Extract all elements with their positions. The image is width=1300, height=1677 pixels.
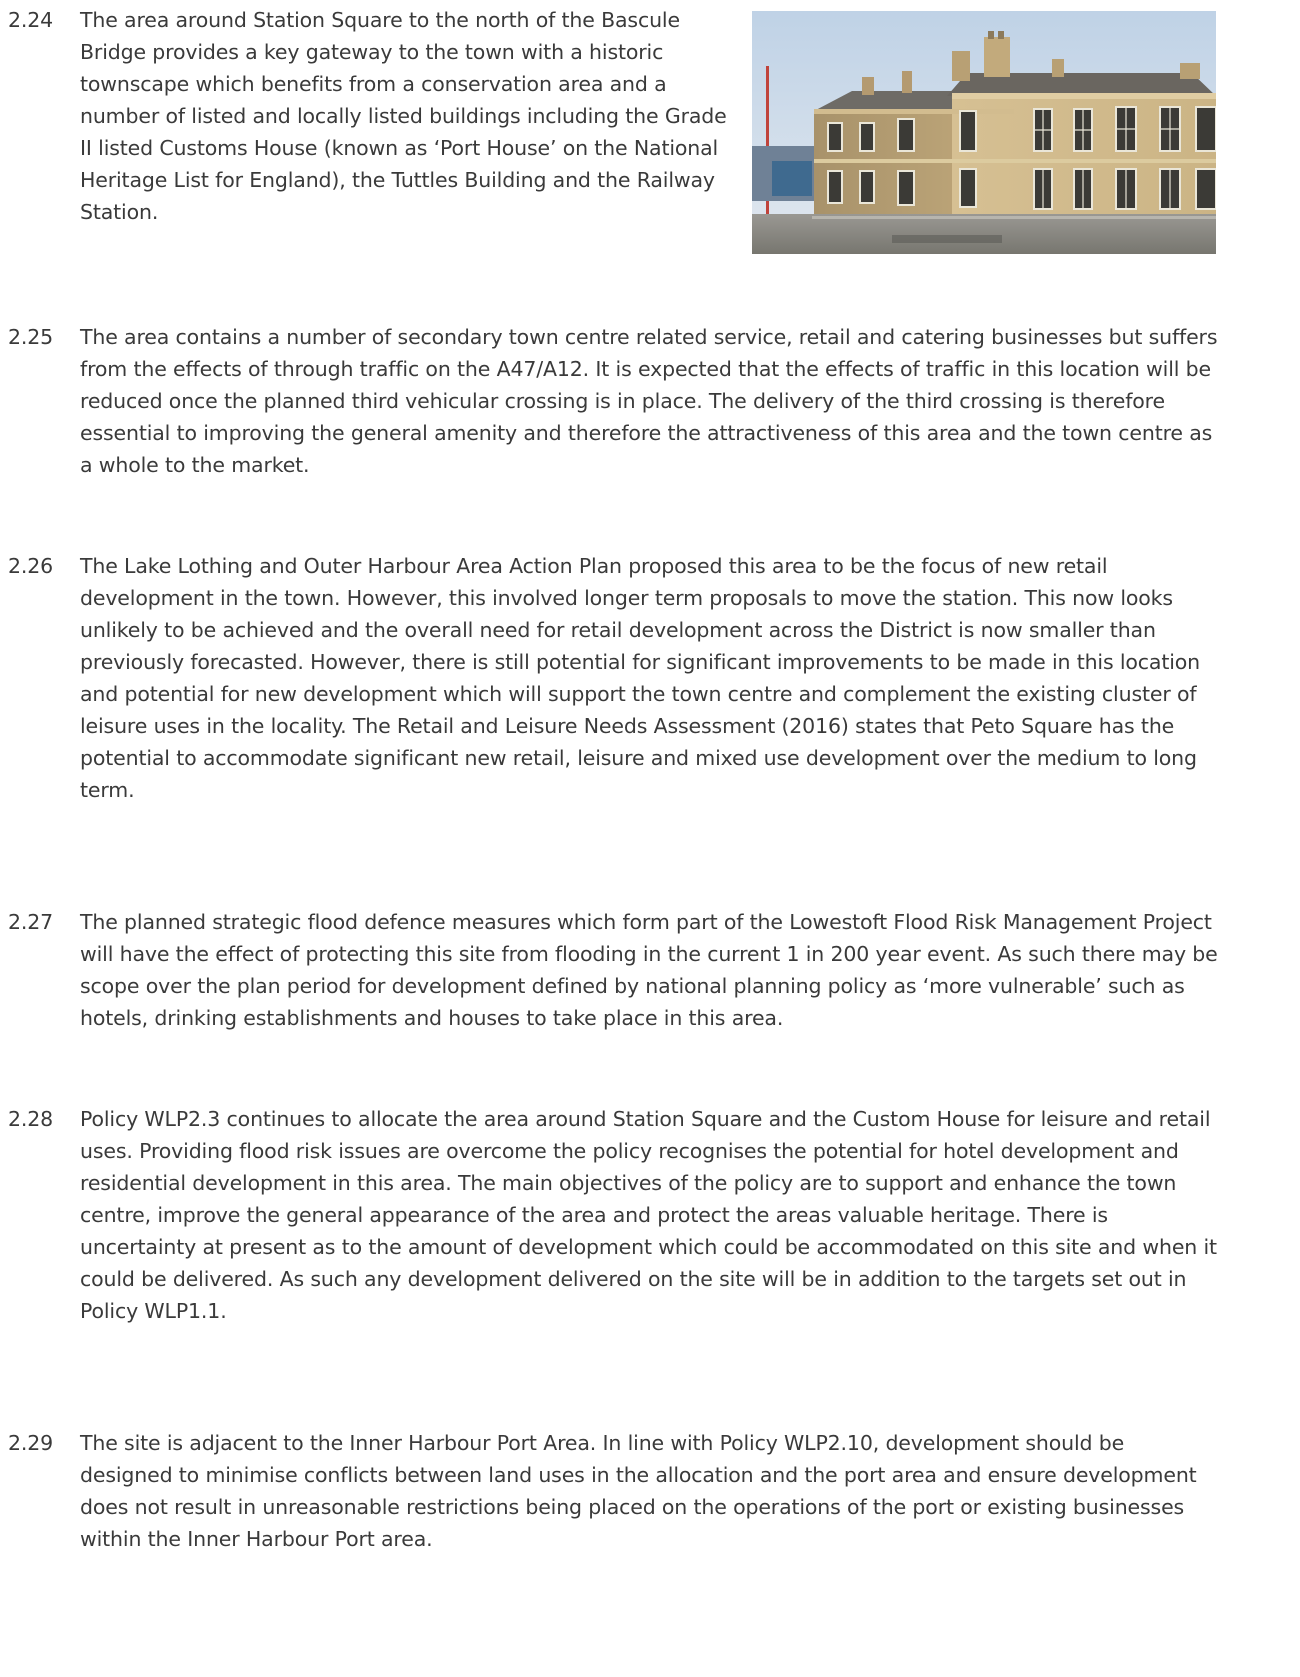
paragraph-2-28 [8,1103,1218,1327]
paragraph-number: 2.27 [8,910,54,934]
paragraph-number: 2.24 [8,8,54,32]
paragraph-text: The site is adjacent to the Inner Harbour Port Area. In line with Policy WLP2.10, development should be designed to minimise conflicts between land uses in the allocation and the port area and ensure development does not result in unreasonable restrictions being placed on the operations of the port or existing businesses within the Inner Harbour Port area. [80,1431,1197,1551]
paragraph-number: 2.28 [8,1107,54,1131]
paragraph-number: 2.25 [8,325,54,349]
paragraph-number: 2.29 [8,1431,54,1455]
paragraph-2-29 [8,1427,1218,1555]
paragraph-number: 2.26 [8,554,54,578]
paragraph-text: The area contains a number of secondary town centre related service, retail and catering businesses but suffers from the effects of through traffic on the A47/A12. It is expected that the effects of traffic in this location will be reduced once the planned third vehicular crossing is in place. The delivery of the third crossing is therefore essential to improving the general amenity and therefore the attractiveness of this area and the town centre as a whole to the market. [80,325,1218,477]
paragraph-2-26 [8,550,1218,806]
paragraph-text: The area around Station Square to the north of the Bascule Bridge provides a key gateway to the town with a historic townscape which benefits from a conservation area and a number of listed and locally listed buildings including the Grade II listed Customs House (known as ‘Port House’ on the National Heritage List for England), the Tuttles Building and the Railway Station. [80,8,727,224]
paragraph-text: The planned strategic flood defence measures which form part of the Lowestoft Flood Risk Management Project will have the effect of protecting this site from flooding in the current 1 in 200 year event. As such there may be scope over the plan period for development defined by national planning policy as ‘more vulnerable’ such as hotels, drinking establishments and houses to take place in this area. [80,910,1218,1030]
paragraph-2-24 [8,4,738,228]
paragraph-text: The Lake Lothing and Outer Harbour Area Action Plan proposed this area to be the focus of new retail development in the town. However, this involved longer term proposals to move the station. This now looks unlikely to be achieved and the overall need for retail development across the District is now smaller than previously forecasted. However, there is still potential for significant improvements to be made in this location and potential for new development which will support the town centre and complement the existing cluster of leisure uses in the locality. The Retail and Leisure Needs Assessment (2016) states that Peto Square has the potential to accommodate significant new retail, leisure and mixed use development over the medium to long term. [80,554,1201,802]
paragraph-text: Policy WLP2.3 continues to allocate the area around Station Square and the Custom House for leisure and retail uses. Providing flood risk issues are overcome the policy recognises the potential for hotel development and residential development in this area. The main objectives of the policy are to support and enhance the town centre, improve the general appearance of the area and protect the areas valuable heritage. There is uncertainty at present as to the amount of development which could be accommodated on this site and when it could be delivered. As such any development delivered on the site will be in addition to the targets set out in Policy WLP1.1. [80,1107,1217,1323]
paragraph-2-27 [8,906,1218,1034]
custom-house-photo [752,11,1216,254]
paragraph-2-25 [8,321,1218,481]
